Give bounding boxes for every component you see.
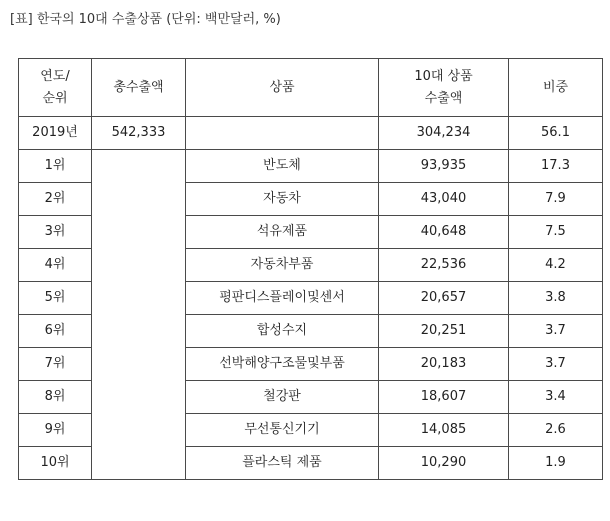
summary-top10: 304,234 [379, 117, 509, 150]
share-cell: 7.5 [509, 216, 603, 249]
rank-cell: 2위 [19, 183, 92, 216]
product-cell: 선박해양구조물및부품 [186, 348, 379, 381]
share-cell: 1.9 [509, 447, 603, 480]
header-rank-line1: 연도/ [40, 68, 70, 84]
share-cell: 17.3 [509, 150, 603, 183]
amount-cell: 40,648 [379, 216, 509, 249]
share-cell: 3.7 [509, 348, 603, 381]
share-cell: 3.7 [509, 315, 603, 348]
product-cell: 석유제품 [186, 216, 379, 249]
amount-cell: 20,183 [379, 348, 509, 381]
header-total: 총수출액 [92, 59, 186, 117]
summary-year: 2019년 [19, 117, 92, 150]
rank-cell: 8위 [19, 381, 92, 414]
header-top10 [379, 59, 509, 117]
total-merged-cell [92, 150, 186, 480]
share-cell: 3.4 [509, 381, 603, 414]
export-table [18, 58, 603, 480]
summary-share: 56.1 [509, 117, 603, 150]
amount-cell: 93,935 [379, 150, 509, 183]
product-cell: 무선통신기기 [186, 414, 379, 447]
header-row [19, 59, 603, 117]
share-cell: 2.6 [509, 414, 603, 447]
header-top10-line2: 수출액 [424, 90, 463, 106]
product-cell: 반도체 [186, 150, 379, 183]
rank-cell: 9위 [19, 414, 92, 447]
summary-row [19, 117, 603, 150]
amount-cell: 22,536 [379, 249, 509, 282]
rank-cell: 10위 [19, 447, 92, 480]
header-rank [19, 59, 92, 117]
header-rank-line2: 순위 [42, 90, 68, 106]
rank-cell: 7위 [19, 348, 92, 381]
header-share: 비중 [509, 59, 603, 117]
header-product: 상품 [186, 59, 379, 117]
share-cell: 7.9 [509, 183, 603, 216]
summary-product [186, 117, 379, 150]
amount-cell: 18,607 [379, 381, 509, 414]
share-cell: 3.8 [509, 282, 603, 315]
amount-cell: 14,085 [379, 414, 509, 447]
table-caption: [표] 한국의 10대 수출상품 (단위: 백만달러, %) [10, 12, 281, 27]
amount-cell: 10,290 [379, 447, 509, 480]
rank-cell: 4위 [19, 249, 92, 282]
product-cell: 플라스틱 제품 [186, 447, 379, 480]
product-cell: 평판디스플레이및센서 [186, 282, 379, 315]
summary-total: 542,333 [92, 117, 186, 150]
header-top10-line1: 10대 상품 [414, 68, 473, 84]
share-cell: 4.2 [509, 249, 603, 282]
amount-cell: 43,040 [379, 183, 509, 216]
product-cell: 자동차부품 [186, 249, 379, 282]
rank-cell: 6위 [19, 315, 92, 348]
amount-cell: 20,657 [379, 282, 509, 315]
rank-cell: 5위 [19, 282, 92, 315]
rank-cell: 1위 [19, 150, 92, 183]
product-cell: 철강판 [186, 381, 379, 414]
table-row [19, 150, 603, 183]
product-cell: 자동차 [186, 183, 379, 216]
rank-cell: 3위 [19, 216, 92, 249]
amount-cell: 20,251 [379, 315, 509, 348]
product-cell: 합성수지 [186, 315, 379, 348]
